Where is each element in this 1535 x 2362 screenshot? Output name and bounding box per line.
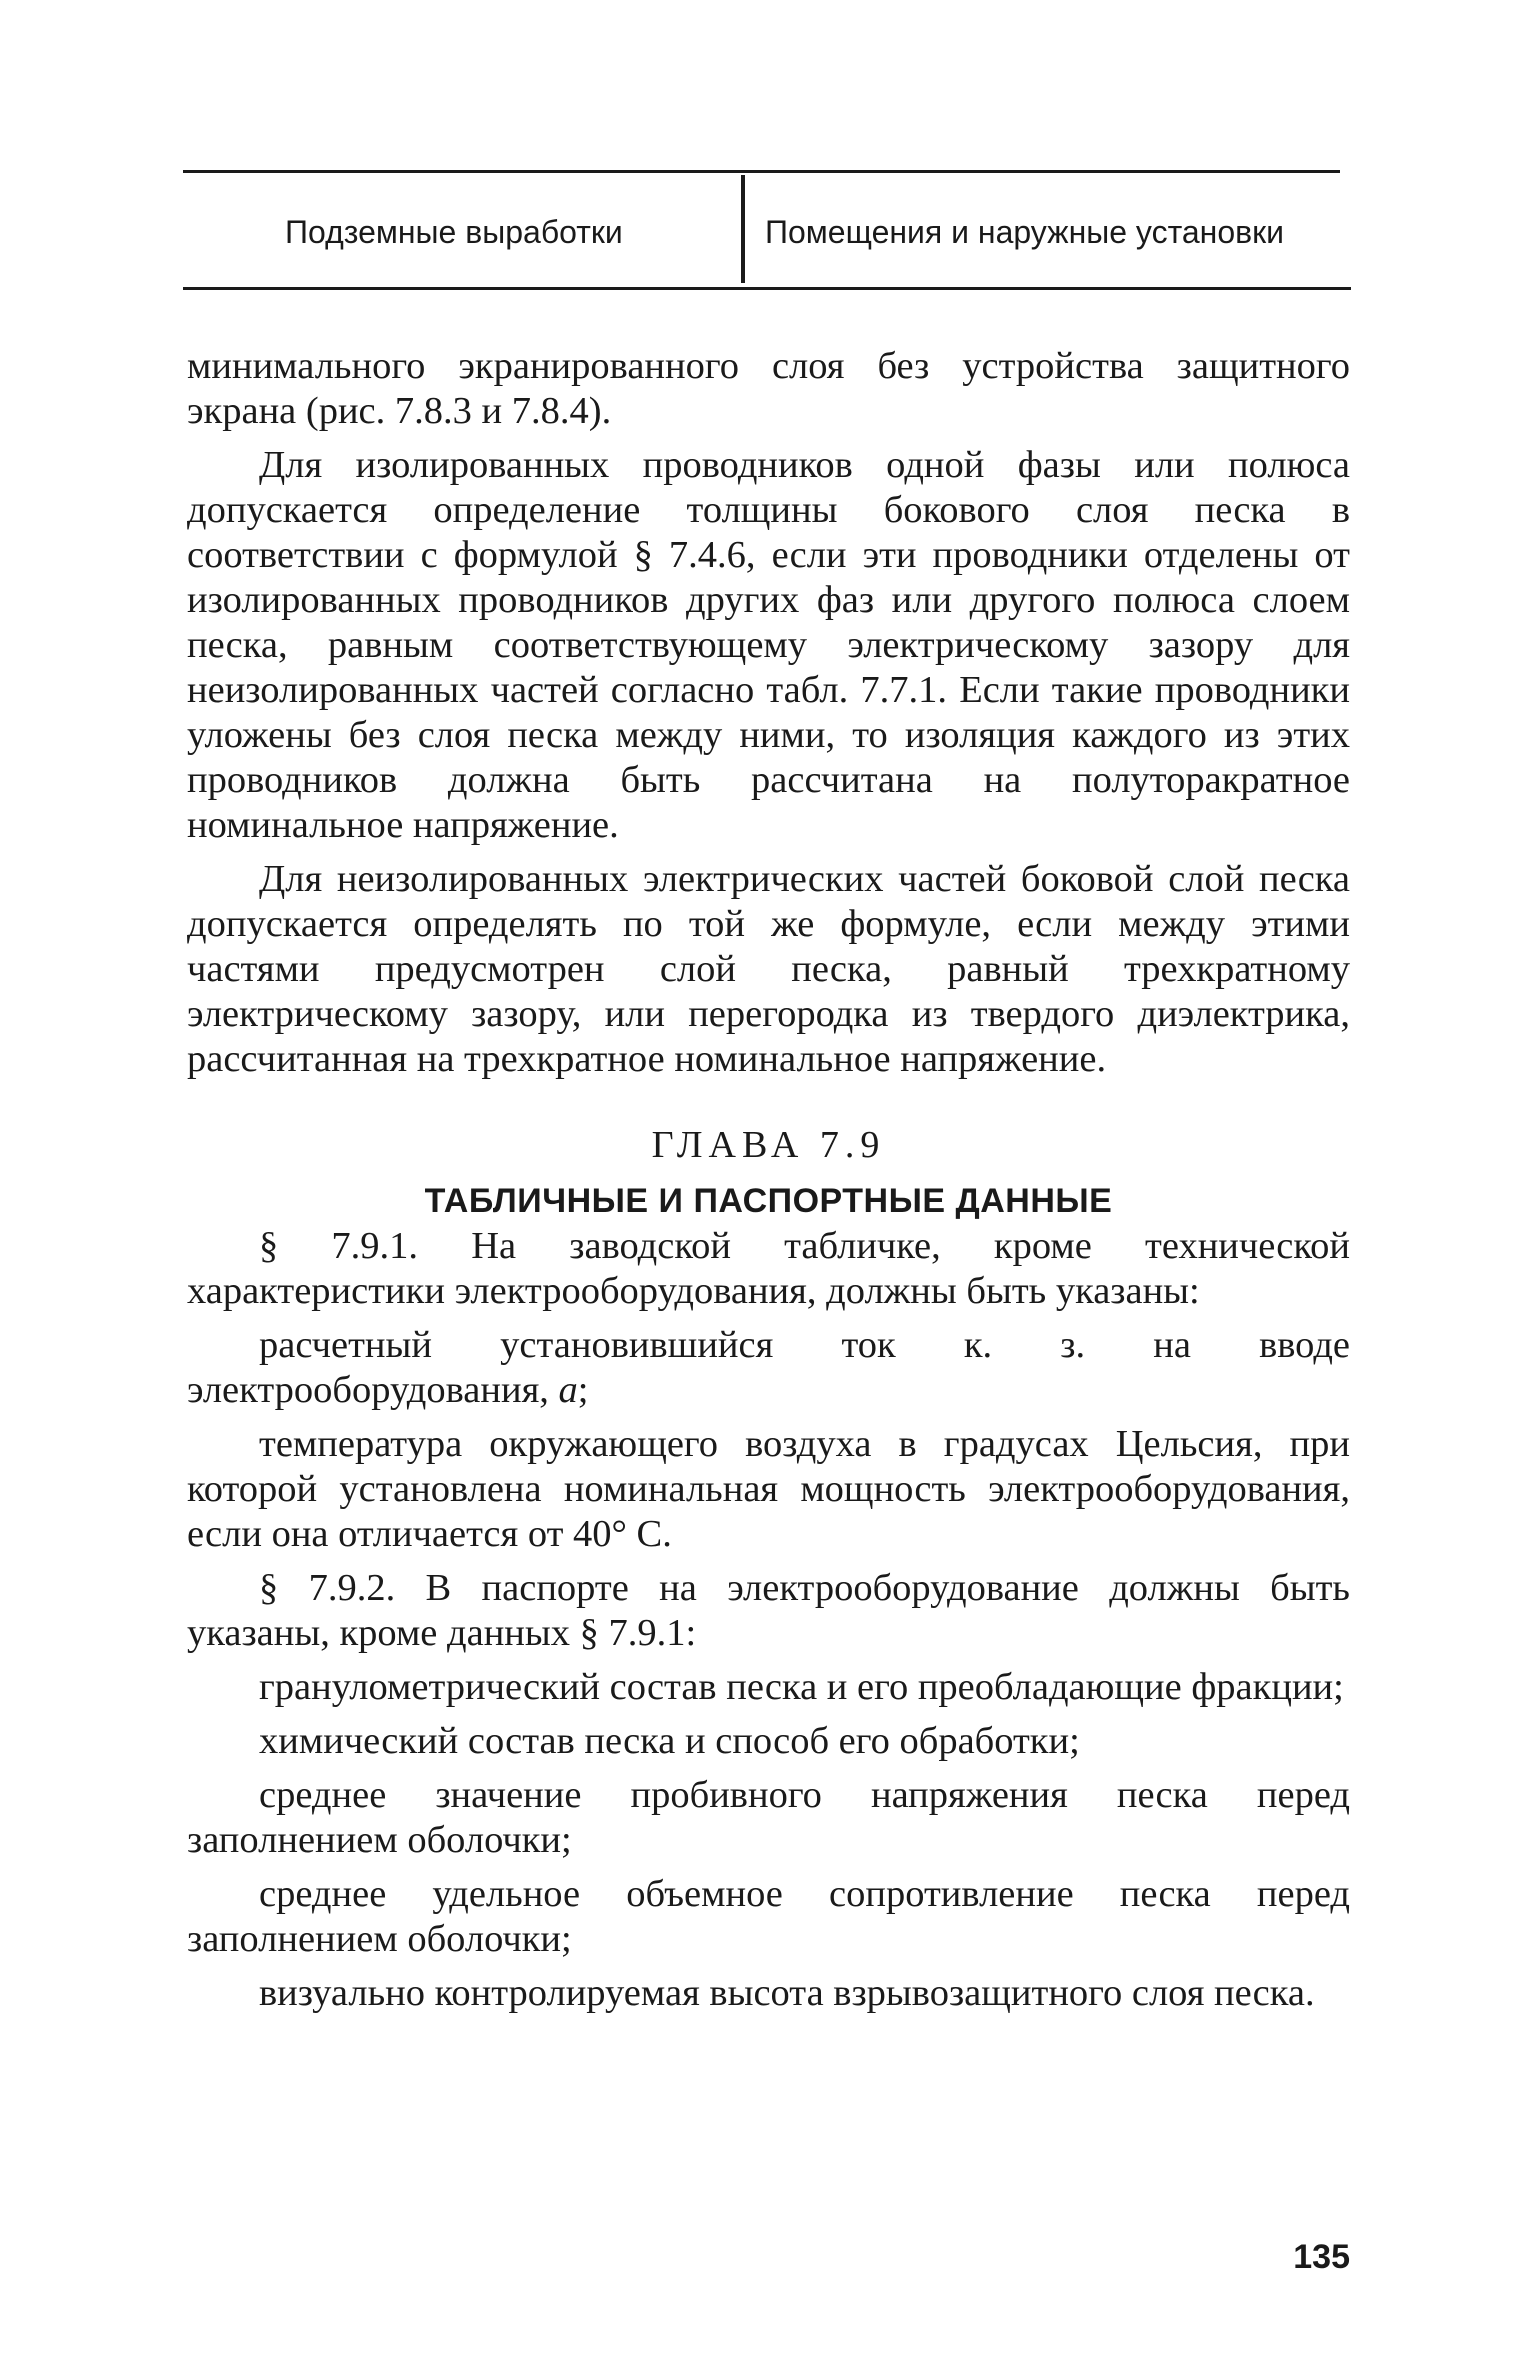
- header-divider: [741, 175, 745, 283]
- list-item-end: ;: [577, 1369, 589, 1411]
- list-item: среднее значение пробивного напряжения песка перед заполнением оболочки;: [187, 1774, 1350, 1861]
- section-intro: § 7.9.2. В паспорте на электрооборудование должны быть указаны, кроме данных § 7.9.1:: [187, 1567, 1350, 1654]
- list-item: температура окружающего воздуха в градусах Цельсия, при которой установлена номинальная мощность электрооборудования, если она отличается от 40° С.: [187, 1423, 1350, 1555]
- list-item: [187, 1323, 1350, 1413]
- chapter-label: ГЛАВА 7.9: [651, 1124, 886, 1166]
- chapter-title: ТАБЛИЧНЫЕ И ПАСПОРТНЫЕ ДАННЫЕ: [424, 1182, 1113, 1220]
- paragraph: Для неизолированных электрических частей боковой слой песка допускается определять по той же формуле, если между этими частями предусмотрен слой песка, равный трехкратному электрическому зазору, или перегородка из твердого диэлектрика, рассчитанная на трехкратное номинальное напряжение.: [187, 858, 1350, 1080]
- list-item: среднее удельное объемное сопротивление песка перед заполнением оболочки;: [187, 1873, 1350, 1960]
- header-bottom-rule: [183, 287, 1351, 290]
- header-right-title: Помещения и наружные установки: [765, 214, 1284, 250]
- header-top-rule: [183, 170, 1340, 173]
- section-intro: § 7.9.1. На заводской табличке, кроме технической характеристики электрооборудования, должны быть указаны:: [187, 1225, 1350, 1312]
- body-text: [187, 344, 1350, 2016]
- paragraph: минимального экранированного слоя без устройства защитного экрана (рис. 7.8.3 и 7.8.4).: [187, 345, 1350, 432]
- page-number: 135: [1293, 2238, 1350, 2276]
- list-item: химический состав песка и способ его обработки;: [259, 1720, 1080, 1762]
- list-item: гранулометрический состав песка и его преобладающие фракции;: [259, 1666, 1344, 1708]
- paragraph: Для изолированных проводников одной фазы или полюса допускается определение толщины бокового слоя песка в соответствии с формулой § 7.4.6, если эти проводники отделены от изолированных проводников других фаз или другого полюса слоем песка, равным соответствующему электрическому зазору для неизолированных частей согласно табл. 7.7.1. Если такие проводники уложены без слоя песка между ними, то изоляция каждого из этих проводников должна быть рассчитана на полуторакратное номинальное напряжение.: [187, 444, 1350, 846]
- list-item: визуально контролируемая высота взрывозащитного слоя песка.: [259, 1972, 1315, 2014]
- unit-symbol: а: [558, 1369, 578, 1411]
- list-item-text: расчетный установившийся ток к. з. на вводе электрооборудования,: [187, 1324, 1350, 1411]
- header-left-title: Подземные выработки: [285, 214, 623, 250]
